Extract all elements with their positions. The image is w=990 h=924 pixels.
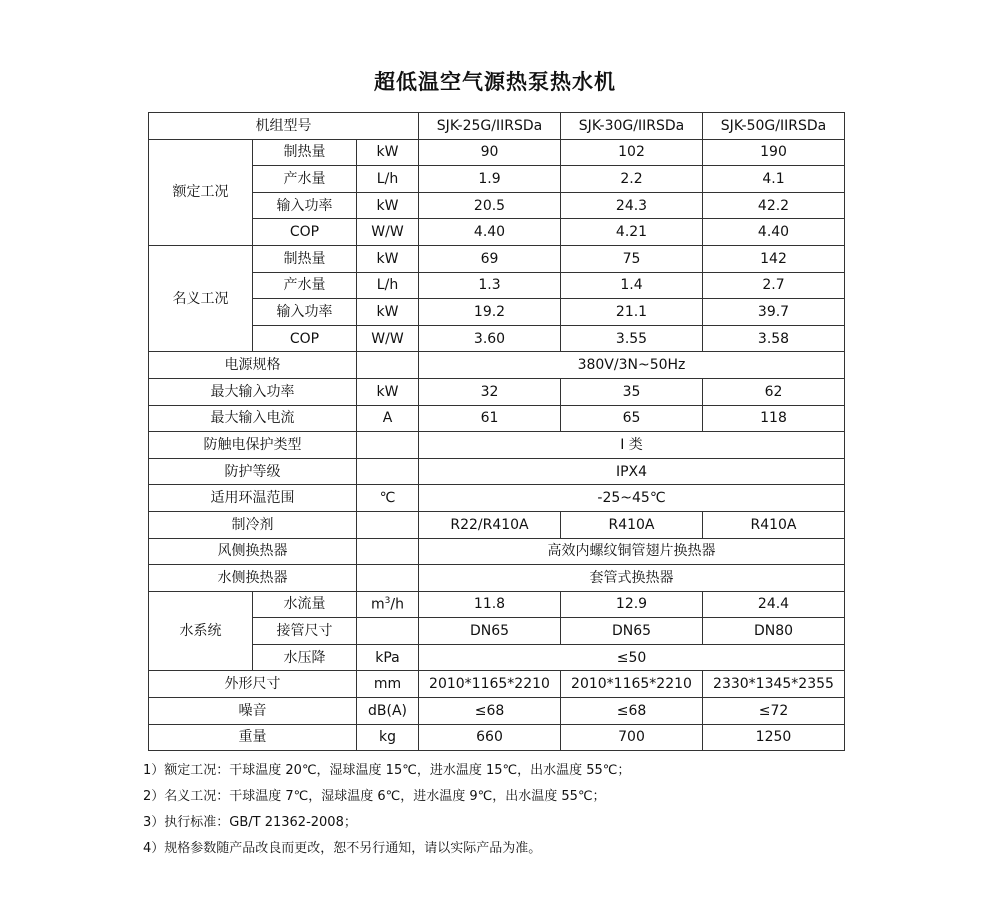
value-cell: 700 [561, 724, 703, 751]
unit-base: m [371, 596, 385, 613]
table-row [149, 538, 845, 565]
table-row [149, 245, 845, 272]
table-row [149, 299, 845, 326]
table-row [149, 272, 845, 299]
item-label: 水流量 [253, 591, 357, 618]
value-cell: 2330*1345*2355 [703, 671, 845, 698]
unit-cell: ℃ [357, 485, 419, 512]
value-cell: 4.40 [703, 219, 845, 246]
item-label: 产水量 [253, 272, 357, 299]
table-row [149, 219, 845, 246]
item-label: COP [253, 219, 357, 246]
value-cell: 套管式换热器 [419, 565, 845, 592]
footnote: 1）额定工况：干球温度 20℃，湿球温度 15℃，进水温度 15℃，出水温度 55℃； [143, 763, 631, 778]
value-cell: ≤50 [419, 644, 845, 671]
item-label: 输入功率 [253, 192, 357, 219]
value-cell: DN80 [703, 618, 845, 645]
item-label: 防护等级 [149, 458, 357, 485]
value-cell: 2.7 [703, 272, 845, 299]
unit-superscript: 3 [384, 596, 391, 607]
footnote: 4）规格参数随产品改良而更改，恕不另行通知，请以实际产品为准。 [143, 841, 542, 856]
value-cell: 35 [561, 378, 703, 405]
value-cell: 62 [703, 378, 845, 405]
item-label: 适用环温范围 [149, 485, 357, 512]
unit-cell: A [357, 405, 419, 432]
value-cell: I 类 [419, 432, 845, 459]
unit-cell: mm [357, 671, 419, 698]
footnotes [143, 758, 630, 862]
value-cell: 660 [419, 724, 561, 751]
value-cell: 19.2 [419, 299, 561, 326]
value-cell: 102 [561, 139, 703, 166]
item-label: COP [253, 325, 357, 352]
value-cell: -25~45℃ [419, 485, 845, 512]
value-cell: 2010*1165*2210 [561, 671, 703, 698]
table-row [149, 618, 845, 645]
item-label: 水侧换热器 [149, 565, 357, 592]
value-cell: 1.4 [561, 272, 703, 299]
unit-cell [357, 458, 419, 485]
value-cell: 42.2 [703, 192, 845, 219]
table-row [149, 724, 845, 751]
unit-cell [357, 538, 419, 565]
item-label: 输入功率 [253, 299, 357, 326]
table-row [149, 565, 845, 592]
value-cell: 118 [703, 405, 845, 432]
unit-cell: kg [357, 724, 419, 751]
table-row [149, 352, 845, 379]
unit-cell: kW [357, 139, 419, 166]
value-cell: 11.8 [419, 591, 561, 618]
item-label: 电源规格 [149, 352, 357, 379]
table-row [149, 139, 845, 166]
table-row [149, 671, 845, 698]
unit-cell: W/W [357, 325, 419, 352]
item-label: 最大输入电流 [149, 405, 357, 432]
table-row [149, 166, 845, 193]
value-cell: 1.9 [419, 166, 561, 193]
item-label: 最大输入功率 [149, 378, 357, 405]
value-cell: 61 [419, 405, 561, 432]
unit-cell: kW [357, 378, 419, 405]
value-cell: 190 [703, 139, 845, 166]
unit-cell: dB(A) [357, 698, 419, 725]
value-cell: ≤68 [561, 698, 703, 725]
item-label: 产水量 [253, 166, 357, 193]
value-cell: 高效内螺纹铜管翅片换热器 [419, 538, 845, 565]
value-cell: 90 [419, 139, 561, 166]
table-row [149, 405, 845, 432]
model-name: SJK-25G/IIRSDa [419, 113, 561, 140]
unit-cell: kW [357, 245, 419, 272]
item-label: 水压降 [253, 644, 357, 671]
unit-cell: W/W [357, 219, 419, 246]
value-cell: ≤72 [703, 698, 845, 725]
value-cell: DN65 [419, 618, 561, 645]
group-label-nominal: 名义工况 [149, 245, 253, 351]
value-cell: R410A [703, 511, 845, 538]
value-cell: 3.58 [703, 325, 845, 352]
value-cell: 142 [703, 245, 845, 272]
value-cell: 39.7 [703, 299, 845, 326]
unit-cell: kW [357, 299, 419, 326]
group-label-rated: 额定工况 [149, 139, 253, 245]
footnote: 2）名义工况：干球温度 7℃，湿球温度 6℃，进水温度 9℃，出水温度 55℃； [143, 789, 606, 804]
value-cell: ≤68 [419, 698, 561, 725]
unit-cell [357, 511, 419, 538]
unit-cell [357, 618, 419, 645]
value-cell: 2.2 [561, 166, 703, 193]
value-cell: 21.1 [561, 299, 703, 326]
unit-cell [357, 591, 419, 618]
table-row [149, 325, 845, 352]
value-cell: 24.3 [561, 192, 703, 219]
value-cell: 24.4 [703, 591, 845, 618]
unit-cell [357, 352, 419, 379]
table-row [149, 458, 845, 485]
item-label: 制冷剂 [149, 511, 357, 538]
value-cell: 4.1 [703, 166, 845, 193]
model-label: 机组型号 [149, 113, 419, 140]
item-label: 噪音 [149, 698, 357, 725]
table-row [149, 432, 845, 459]
value-cell: 32 [419, 378, 561, 405]
spec-table [148, 112, 845, 751]
unit-cell: kPa [357, 644, 419, 671]
unit-rest: /h [390, 596, 404, 613]
table-row [149, 698, 845, 725]
page-title: 超低温空气源热泵热水机 [374, 70, 616, 94]
table-row [149, 192, 845, 219]
item-label: 重量 [149, 724, 357, 751]
table-row [149, 591, 845, 618]
table-row [149, 644, 845, 671]
value-cell: 4.21 [561, 219, 703, 246]
item-label: 制热量 [253, 245, 357, 272]
unit-cell: kW [357, 192, 419, 219]
group-label-water: 水系统 [149, 591, 253, 671]
header-row [149, 113, 845, 140]
value-cell: R410A [561, 511, 703, 538]
unit-cell: L/h [357, 272, 419, 299]
value-cell: 65 [561, 405, 703, 432]
unit-cell: L/h [357, 166, 419, 193]
table-row [149, 485, 845, 512]
unit-cell [357, 565, 419, 592]
value-cell: 3.60 [419, 325, 561, 352]
footnote: 3）执行标准：GB/T 21362-2008； [143, 815, 357, 830]
item-label: 防触电保护类型 [149, 432, 357, 459]
item-label: 外形尺寸 [149, 671, 357, 698]
value-cell: 3.55 [561, 325, 703, 352]
value-cell: DN65 [561, 618, 703, 645]
unit-cell [357, 432, 419, 459]
value-cell: IPX4 [419, 458, 845, 485]
value-cell: 69 [419, 245, 561, 272]
value-cell: 75 [561, 245, 703, 272]
value-cell: 12.9 [561, 591, 703, 618]
model-name: SJK-50G/IIRSDa [703, 113, 845, 140]
value-cell: R22/R410A [419, 511, 561, 538]
value-cell: 1250 [703, 724, 845, 751]
value-cell: 2010*1165*2210 [419, 671, 561, 698]
value-cell: 380V/3N~50Hz [419, 352, 845, 379]
item-label: 制热量 [253, 139, 357, 166]
table-row [149, 511, 845, 538]
item-label: 风侧换热器 [149, 538, 357, 565]
value-cell: 1.3 [419, 272, 561, 299]
value-cell: 4.40 [419, 219, 561, 246]
value-cell: 20.5 [419, 192, 561, 219]
item-label: 接管尺寸 [253, 618, 357, 645]
model-name: SJK-30G/IIRSDa [561, 113, 703, 140]
table-row [149, 378, 845, 405]
